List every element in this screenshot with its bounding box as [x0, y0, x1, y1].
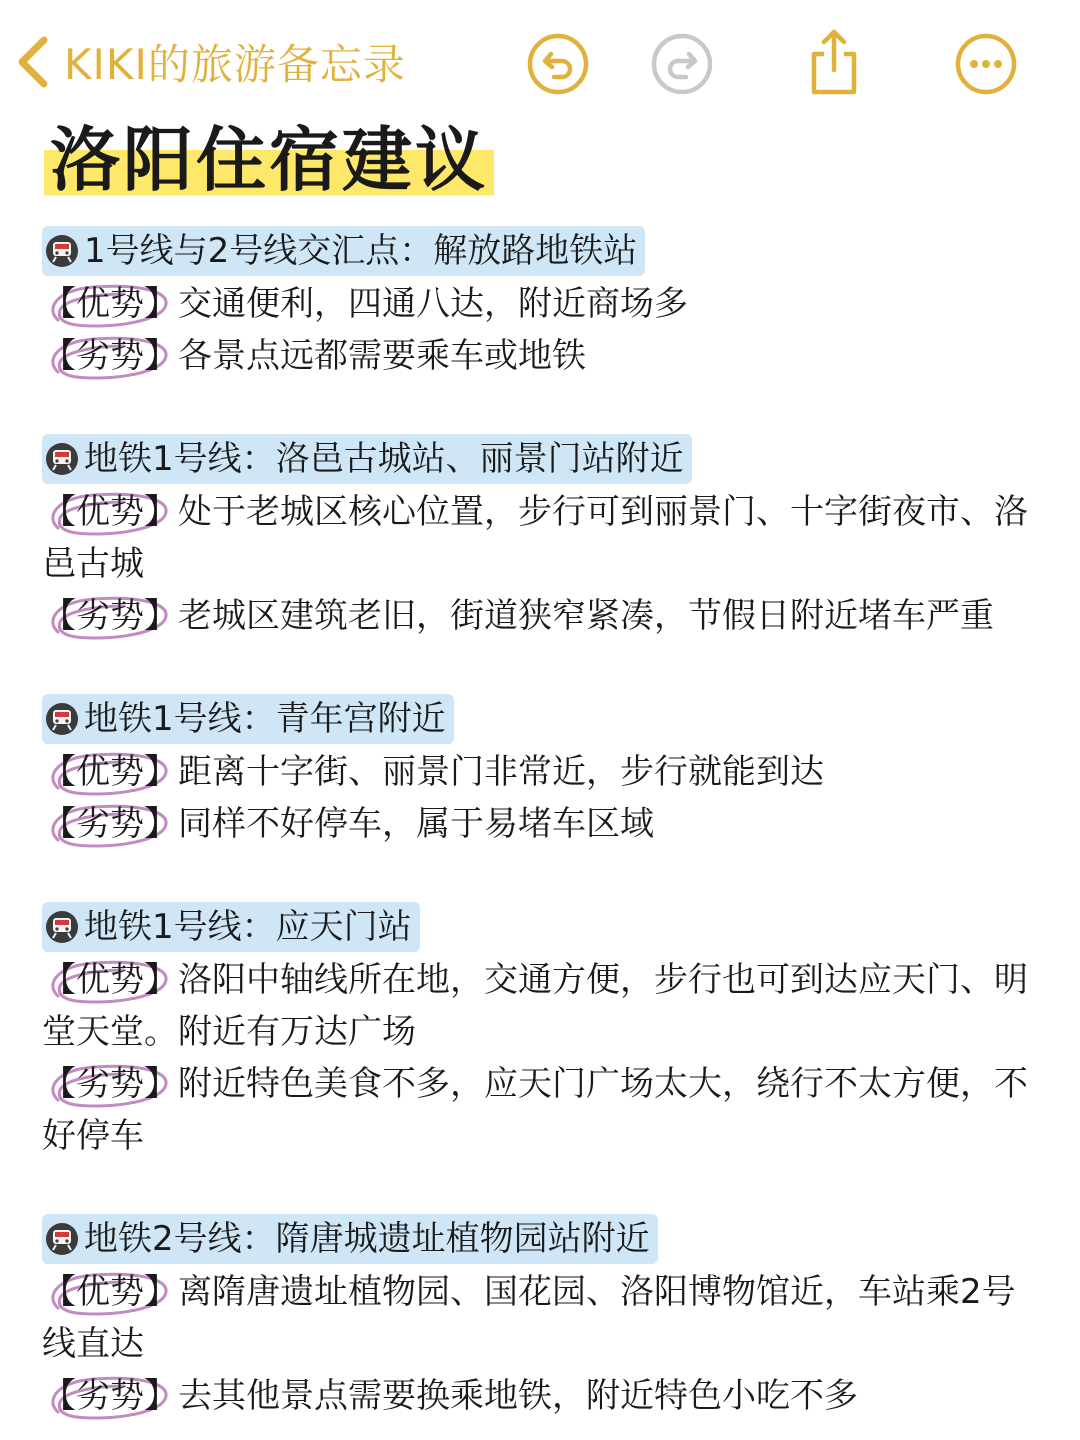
chevron-left-icon	[14, 34, 50, 90]
page-title: 洛阳住宿建议	[44, 118, 494, 202]
pros-tag	[42, 486, 178, 538]
pros-tag	[42, 746, 178, 798]
pros-text: 距离十字街、丽景门非常近，步行就能到达	[178, 752, 824, 792]
section-heading-text: 1号线与2号线交汇点：解放路地铁站	[84, 231, 638, 271]
pros-tag-label: 【优势】	[42, 1272, 178, 1312]
pros-text: 洛阳中轴线所在地，交通方便，步行也可到达应天门、明堂天堂。附近有万达广场	[42, 960, 1028, 1052]
cons-text: 去其他景点需要换乘地铁，附近特色小吃不多	[178, 1376, 858, 1416]
section-heading	[42, 1214, 658, 1264]
section-heading-text: 地铁1号线：青年宫附近	[84, 699, 446, 739]
pros-row	[42, 278, 1042, 330]
cons-row	[42, 590, 1042, 642]
cons-tag-label: 【劣势】	[42, 1064, 178, 1104]
pros-row	[42, 1266, 1042, 1370]
section	[42, 226, 1042, 382]
cons-row	[42, 1370, 1042, 1422]
cons-text: 同样不好停车，属于易堵车区域	[178, 804, 654, 844]
cons-tag-label: 【劣势】	[42, 596, 178, 636]
pros-row	[42, 746, 1042, 798]
cons-tag	[42, 590, 178, 642]
pros-tag-label: 【优势】	[42, 960, 178, 1000]
cons-tag	[42, 1370, 178, 1422]
pros-text: 离隋唐遗址植物园、国花园、洛阳博物馆近，车站乘2号线直达	[42, 1272, 1016, 1364]
cons-row	[42, 1058, 1042, 1162]
cons-tag	[42, 330, 178, 382]
pros-text: 交通便利，四通八达，附近商场多	[178, 284, 688, 324]
cons-tag-label: 【劣势】	[42, 1376, 178, 1416]
section-heading	[42, 226, 645, 276]
cons-text: 老城区建筑老旧，街道狭窄紧凑，节假日附近堵车严重	[178, 596, 994, 636]
cons-tag	[42, 798, 178, 850]
cons-row	[42, 798, 1042, 850]
pros-tag-label: 【优势】	[42, 752, 178, 792]
share-icon	[802, 26, 866, 98]
metro-icon	[44, 909, 80, 945]
undo-icon	[526, 32, 590, 96]
pros-tag	[42, 954, 178, 1006]
nav-bar	[0, 0, 1080, 120]
section-heading-text: 地铁1号线：洛邑古城站、丽景门站附近	[84, 439, 684, 479]
cons-tag	[42, 1058, 178, 1110]
pros-row	[42, 486, 1042, 590]
metro-icon	[44, 1221, 80, 1257]
cons-tag-label: 【劣势】	[42, 804, 178, 844]
section-heading-text: 地铁2号线：隋唐城遗址植物园站附近	[84, 1219, 650, 1259]
section-heading-text: 地铁1号线：应天门站	[84, 907, 412, 947]
redo-button[interactable]	[650, 32, 714, 96]
back-button[interactable]	[14, 30, 406, 94]
section-heading	[42, 902, 420, 952]
share-button[interactable]	[802, 26, 866, 90]
pros-tag	[42, 1266, 178, 1318]
more-icon	[954, 32, 1018, 96]
pros-tag-label: 【优势】	[42, 284, 178, 324]
section	[42, 434, 1042, 642]
section-heading	[42, 434, 692, 484]
cons-text: 附近特色美食不多，应天门广场太大，绕行不太方便，不好停车	[42, 1064, 1028, 1156]
section	[42, 902, 1042, 1162]
cons-text: 各景点远都需要乘车或地铁	[178, 336, 586, 376]
pros-row	[42, 954, 1042, 1058]
note-body[interactable]	[42, 226, 1042, 1422]
pros-text: 处于老城区核心位置，步行可到丽景门、十字街夜市、洛邑古城	[42, 492, 1028, 584]
section	[42, 1214, 1042, 1422]
metro-icon	[44, 233, 80, 269]
section-heading	[42, 694, 454, 744]
metro-icon	[44, 701, 80, 737]
back-label: KIKI的旅游备忘录	[64, 40, 406, 89]
pros-tag-label: 【优势】	[42, 492, 178, 532]
cons-tag-label: 【劣势】	[42, 336, 178, 376]
section	[42, 694, 1042, 850]
pros-tag	[42, 278, 178, 330]
more-button[interactable]	[954, 32, 1018, 96]
undo-button[interactable]	[526, 32, 590, 96]
metro-icon	[44, 441, 80, 477]
cons-row	[42, 330, 1042, 382]
redo-icon	[650, 32, 714, 96]
